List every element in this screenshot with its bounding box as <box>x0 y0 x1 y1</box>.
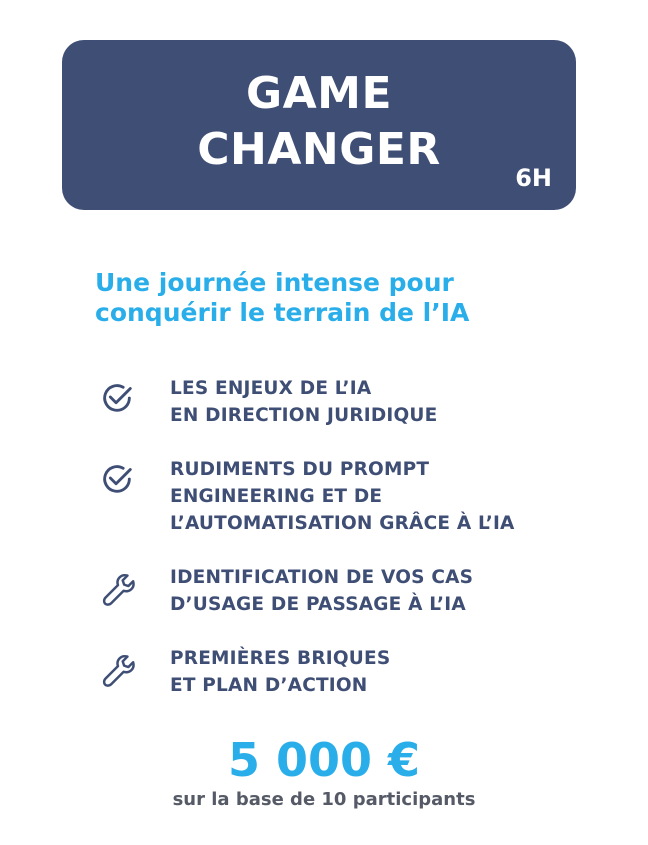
wrench-icon <box>98 568 136 606</box>
program-item-line: ENGINEERING ET DE <box>170 486 383 507</box>
price-amount: 5 000 € <box>227 733 421 787</box>
subtitle-line-2: conquérir le terrain de l’IA <box>95 298 470 327</box>
offer-title <box>62 66 576 178</box>
title-banner <box>62 40 576 210</box>
title-line-1: GAME <box>245 68 392 119</box>
program-item <box>98 456 618 537</box>
program-list <box>98 375 618 699</box>
program-item-line: LES ENJEUX DE L’IA <box>170 378 372 399</box>
subtitle <box>95 268 575 328</box>
program-item <box>98 645 618 699</box>
program-item <box>98 375 618 429</box>
duration-badge: 6H <box>515 164 552 192</box>
wrench-icon <box>98 649 136 687</box>
program-item-line: PREMIÈRES BRIQUES <box>170 648 391 669</box>
title-line-2: CHANGER <box>197 124 441 175</box>
program-item-line: EN DIRECTION JURIDIQUE <box>170 405 438 426</box>
check-circle-icon <box>98 460 136 498</box>
subtitle-line-1: Une journée intense pour <box>95 268 454 297</box>
price-note: sur la base de 10 participants <box>172 789 476 810</box>
program-item-line: RUDIMENTS DU PROMPT <box>170 459 430 480</box>
check-circle-icon <box>98 379 136 417</box>
program-item <box>98 564 618 618</box>
program-item-line: D’USAGE DE PASSAGE À L’IA <box>170 594 466 615</box>
program-item-line: IDENTIFICATION DE VOS CAS <box>170 567 474 588</box>
program-item-line: ET PLAN D’ACTION <box>170 675 368 696</box>
program-item-line: L’AUTOMATISATION GRÂCE À L’IA <box>170 513 515 534</box>
